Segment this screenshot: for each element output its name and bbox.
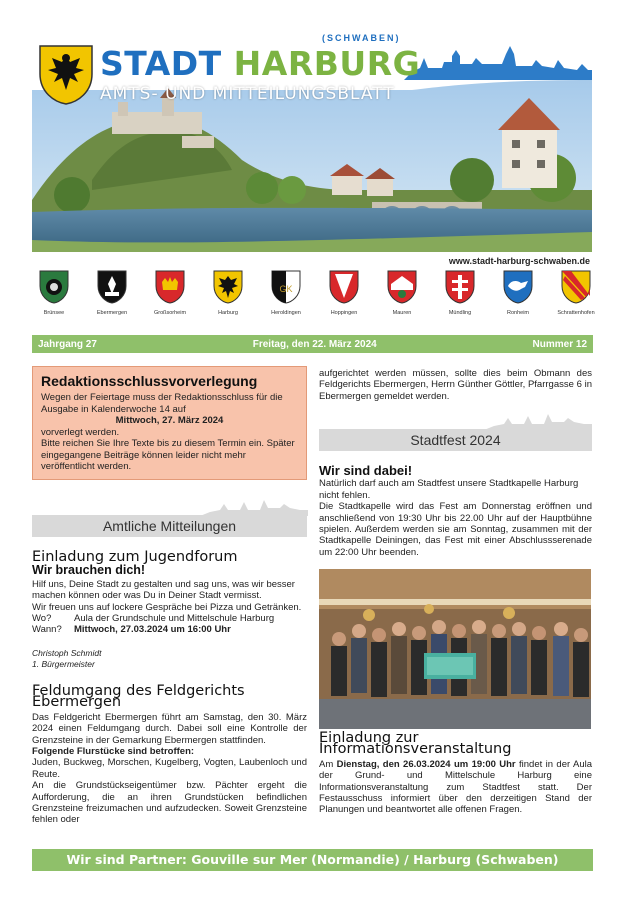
district-crests [32, 270, 594, 330]
crest-bruensee [26, 270, 82, 316]
feldumgang-title-1: Feldumgang des Feldgerichts [32, 683, 245, 699]
jugendforum-title: Einladung zum Jugendforum [32, 549, 238, 565]
ronheim-crest-icon [503, 270, 533, 304]
crest-label: Ronheim [506, 310, 529, 316]
region-label: (SCHWABEN) [322, 33, 401, 43]
heroldingen-crest-icon [271, 270, 301, 304]
muendling-crest-icon [445, 270, 475, 304]
stadtkapelle-photo [319, 569, 591, 729]
title-harburg: HARBURG [233, 44, 421, 83]
crest-label: Hoppingen [330, 310, 358, 316]
info-title-2: Informationsveranstaltung [319, 741, 512, 758]
jugendforum-text-2: Wir freuen uns auf lockere Gespräche bei Pizza und Getränken. [32, 601, 302, 613]
jugendforum-when [32, 624, 307, 635]
article-feldumgang [32, 683, 307, 826]
feldumgang-title-2: Ebermergen [32, 694, 122, 711]
crest-muendling [432, 270, 488, 316]
ebermergen-crest-icon [97, 270, 127, 304]
feldumgang-sub: Folgende Flurstücke sind betroffen: [32, 746, 195, 758]
feldumgang-continuation: aufgerichtet werden müssen, sollte dies beim Obmann des Feldgerichts Ebermergen, Herrn Günther Göttler, Pfarrgasse 6 in Ebermergen gemeldet werden. [319, 368, 592, 402]
crest-harburg [200, 270, 256, 316]
crest-label: Brünsee [43, 310, 65, 316]
issue-number: Nummer 12 [532, 338, 587, 350]
when-label: Wann? [32, 624, 62, 636]
crest-label: Schrattenhofen [557, 310, 595, 316]
crest-grosssorheim [142, 270, 198, 316]
issue-date: Freitag, den 22. März 2024 [252, 338, 377, 350]
dabei-text-2: Die Stadtkapelle wird das Fest am Donnerstag eröffnen und anschließend von 19:30 Uhr bis 22.00 Uhr auf der Hauptbühne spielen. Außerdem werden sie am Sonntag, zusammen mit der Stadtkapelle Deiningen, das Fest mit einer Abschlussserenade um 22:00 Uhr beenden. [319, 501, 592, 558]
crest-label: Mauren [392, 310, 412, 316]
skyline-decoration-icon [484, 412, 592, 430]
schrattenhofen-crest-icon [561, 270, 591, 304]
crest-mauren [374, 270, 430, 316]
article-jugendforum [32, 549, 307, 671]
info-text [319, 759, 592, 816]
crest-hoppingen [316, 270, 372, 316]
title-stadt: STADT [100, 44, 222, 83]
masthead-subtitle: AMTS- UND MITTEILUNGSBLATT [100, 84, 395, 104]
feldumgang-streets: Juden, Buckweg, Morschen, Kugelberg, Vogten, Laubenloch und Reute. [32, 757, 307, 780]
jugendforum-where [32, 613, 307, 624]
crest-ronheim [490, 270, 546, 316]
info-body: findet in der Aula der Grund- und Mittelschule Harburg eine Informationsveranstaltung zum Stadtfest statt. Der Festausschuss informiert über den derzeitigen Stand der Planungen und beantwortet alle offenen Fragen. [319, 758, 593, 816]
dabei-title: Wir sind dabei! [319, 463, 413, 478]
info-title-1: Einladung zur [319, 730, 419, 746]
when-value: Mittwoch, 27.03.2024 um 16:00 Uhr [74, 624, 231, 636]
crest-label: Harburg [218, 310, 238, 316]
crest-heroldingen [258, 270, 314, 316]
crest-label: Großsorheim [153, 310, 187, 316]
crest-label: Ebermergen [96, 310, 128, 316]
signer-name: Christoph Schmidt [32, 647, 102, 658]
skyline-decoration-icon [200, 498, 308, 516]
crest-ebermergen [84, 270, 140, 316]
where-label: Wo? [32, 613, 52, 625]
notice-text-3: Bitte reichen Sie Ihre Texte bis zu diesem Termin ein. Später eingegangene Beiträge können leider nicht mehr veröffentlicht werden. [41, 438, 295, 472]
issue-volume: Jahrgang 27 [38, 338, 97, 350]
article-wir-sind-dabei [319, 463, 592, 558]
hoppingen-crest-icon [329, 270, 359, 304]
article-info [319, 730, 593, 816]
feldumgang-text: Das Feldgericht Ebermergen führt am Samstag, den 30. März 2024 einen Feldumgang durch. Dabei soll eine Kontrolle der Grenzsteine in der Gemarkung Ebermergen stattfinden. [32, 711, 307, 746]
bruensee-crest-icon [39, 270, 69, 304]
jugendforum-subtitle: Wir brauchen dich! [32, 563, 146, 578]
harburg-crest-icon [38, 44, 94, 111]
crest-schrattenhofen [548, 270, 604, 316]
issue-bar [32, 335, 593, 353]
info-prefix: Am [319, 758, 337, 770]
jugendforum-text: Hilf uns, Deine Stadt zu gestalten und sag uns, was wir besser machen können oder was Du in Deiner Stadt vermisst. [32, 578, 295, 602]
grosssorheim-crest-icon [155, 270, 185, 304]
partner-footer: Wir sind Partner: Gouville sur Mer (Normandie) / Harburg (Schwaben) [32, 849, 593, 871]
notice-date: Mittwoch, 27. März 2024 [115, 415, 224, 426]
where-value: Aula der Grundschule und Mittelschule Harburg [74, 613, 275, 625]
website-url[interactable]: www.stadt-harburg-schwaben.de [448, 256, 590, 266]
masthead-title [100, 44, 420, 83]
deadline-notice [32, 366, 307, 480]
feldumgang-text-2: An die Grundstückseigentümer bzw. Pächter ergeht die Aufforderung, die an ihren Grundstücken befindlichen Grenzsteine freizumachen und aufzudecken. Soweit Grenzsteine fehlen oder [32, 780, 307, 826]
notice-title: Redaktionsschlussvorverlegung [41, 373, 258, 389]
harburg-small-crest-icon [213, 270, 243, 304]
dabei-text-1: Natürlich darf auch am Stadtfest unsere Stadtkapelle Harburg nicht fehlen. [319, 478, 579, 501]
section-amtliche-mitteilungen: Amtliche Mitteilungen [32, 515, 307, 537]
svg-text:GK: GK [279, 284, 293, 294]
section-stadtfest: Stadtfest 2024 [319, 429, 592, 451]
crest-label: Mündling [448, 310, 472, 316]
notice-text-2: vorverlegt werden. [41, 426, 120, 438]
signer-role: 1. Bürgermeister [32, 659, 95, 670]
mauren-crest-icon [387, 270, 417, 304]
info-date: Dienstag, den 26.03.2024 um 19:00 Uhr [336, 758, 516, 770]
notice-text-1: Wegen der Feiertage muss der Redaktionsschluss für die Ausgabe in Kalenderwoche 14 auf [41, 392, 283, 415]
crest-label: Heroldingen [271, 310, 301, 316]
